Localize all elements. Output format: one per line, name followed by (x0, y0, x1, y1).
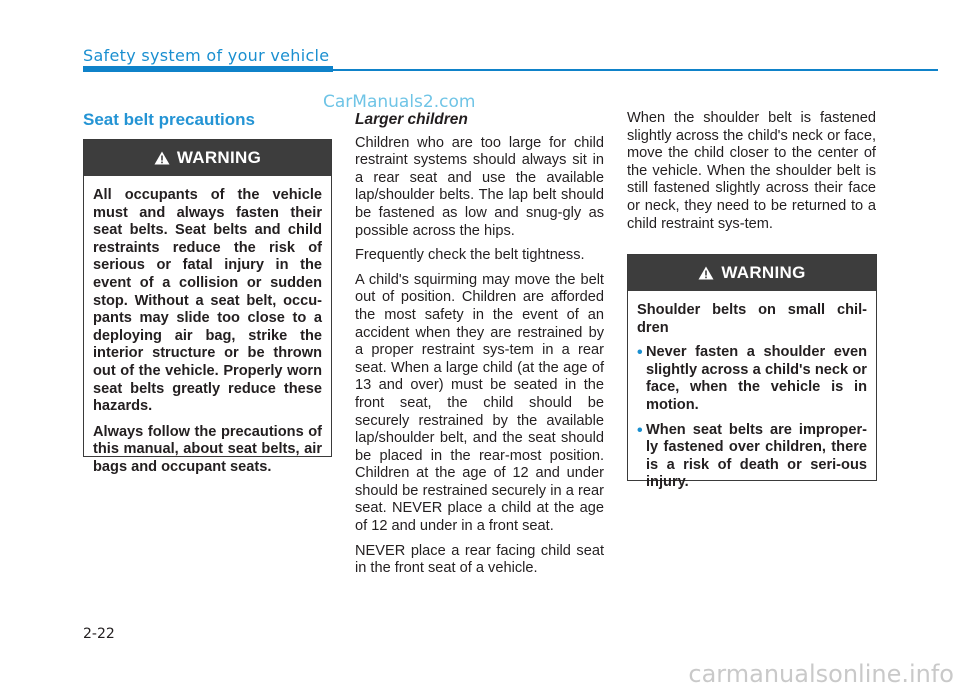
body-paragraph: Frequently check the belt tightness. (355, 247, 585, 264)
watermark-bottom: carmanualsonline.info (688, 660, 954, 688)
subheading-larger-children: Larger children (355, 111, 468, 128)
header-rule-thick (83, 66, 333, 72)
header-rule-thin (333, 69, 938, 71)
bullet-dot-icon: • (637, 344, 643, 362)
warning-triangle-icon (698, 266, 714, 280)
warning-bar (628, 255, 876, 291)
body-paragraph: When the shoulder belt is fastened slightly across the child's neck or face, move the child closer to the center of the vehicle. When the shoulder belt is still fastened slightly across their face or neck, they need to be returned to a child restraint sys-tem. (627, 110, 876, 232)
warning-bullet (637, 422, 867, 492)
warning-body (628, 291, 876, 502)
watermark-top: CarManuals2.com (323, 92, 476, 112)
warning-body (84, 176, 331, 487)
page-number: 2-22 (83, 626, 115, 642)
bullet-text: When seat belts are improper-ly fastened over children, there is a risk of death or seri-ous injury. (646, 421, 867, 491)
section-header-title: Safety system of your vehicle (83, 46, 330, 65)
middle-column (355, 111, 604, 585)
warning-intro: Shoulder belts on small chil-dren (637, 302, 867, 336)
bullet-text: Never fasten a shoulder even slightly across a child's neck or face, when the vehicle is in motion. (646, 344, 867, 413)
warning-box-right (627, 254, 877, 491)
warning-triangle-icon (154, 151, 170, 165)
section-heading: Seat belt precautions (83, 110, 255, 129)
right-column (627, 110, 876, 240)
warning-paragraph: All occupants of the vehicle must and always fasten their seat belts. Seat belts and child restraints reduce the risk of serious or fatal injury in the event of a collision or sudden stop. Without a seat belt, occu-pants may slide too close to a deploying air bag, strike the interior structure or be thrown out of the vehicle. Properly worn seat belts greatly reduce these hazards. (93, 187, 322, 415)
warning-paragraph: Always follow the precautions of this manual, about seat belts, air bags and occupant seats. (93, 423, 322, 475)
bullet-dot-icon: • (637, 421, 643, 439)
body-paragraph: A child's squirming may move the belt out of position. Children are afforded the most safety in the event of an accident when they are restrained by a proper restraint sys-tem in a rear seat. When a large child (at the age of 13 and over) must be seated in the front seat, the child should be securely restrained by the available lap/shoulder belt, and the seat should be placed in the rear-most position. Children at the age of 12 and under should be restrained securely in a rear seat. NEVER place a child at the age of 12 and under in a front seat. (355, 271, 604, 535)
warning-box-left (83, 139, 332, 475)
body-paragraph: NEVER place a rear facing child seat in the front seat of a vehicle. (355, 542, 604, 577)
warning-label: WARNING (721, 263, 806, 282)
warning-label: WARNING (176, 148, 262, 167)
body-paragraph: Children who are too large for child restraint systems should always sit in a rear seat and use the available lap/shoulder belts. The lap belt should be fastened as low and snug-gly as possible across the hips. (355, 134, 604, 239)
warning-bar (84, 140, 331, 176)
warning-bullet (637, 344, 867, 414)
